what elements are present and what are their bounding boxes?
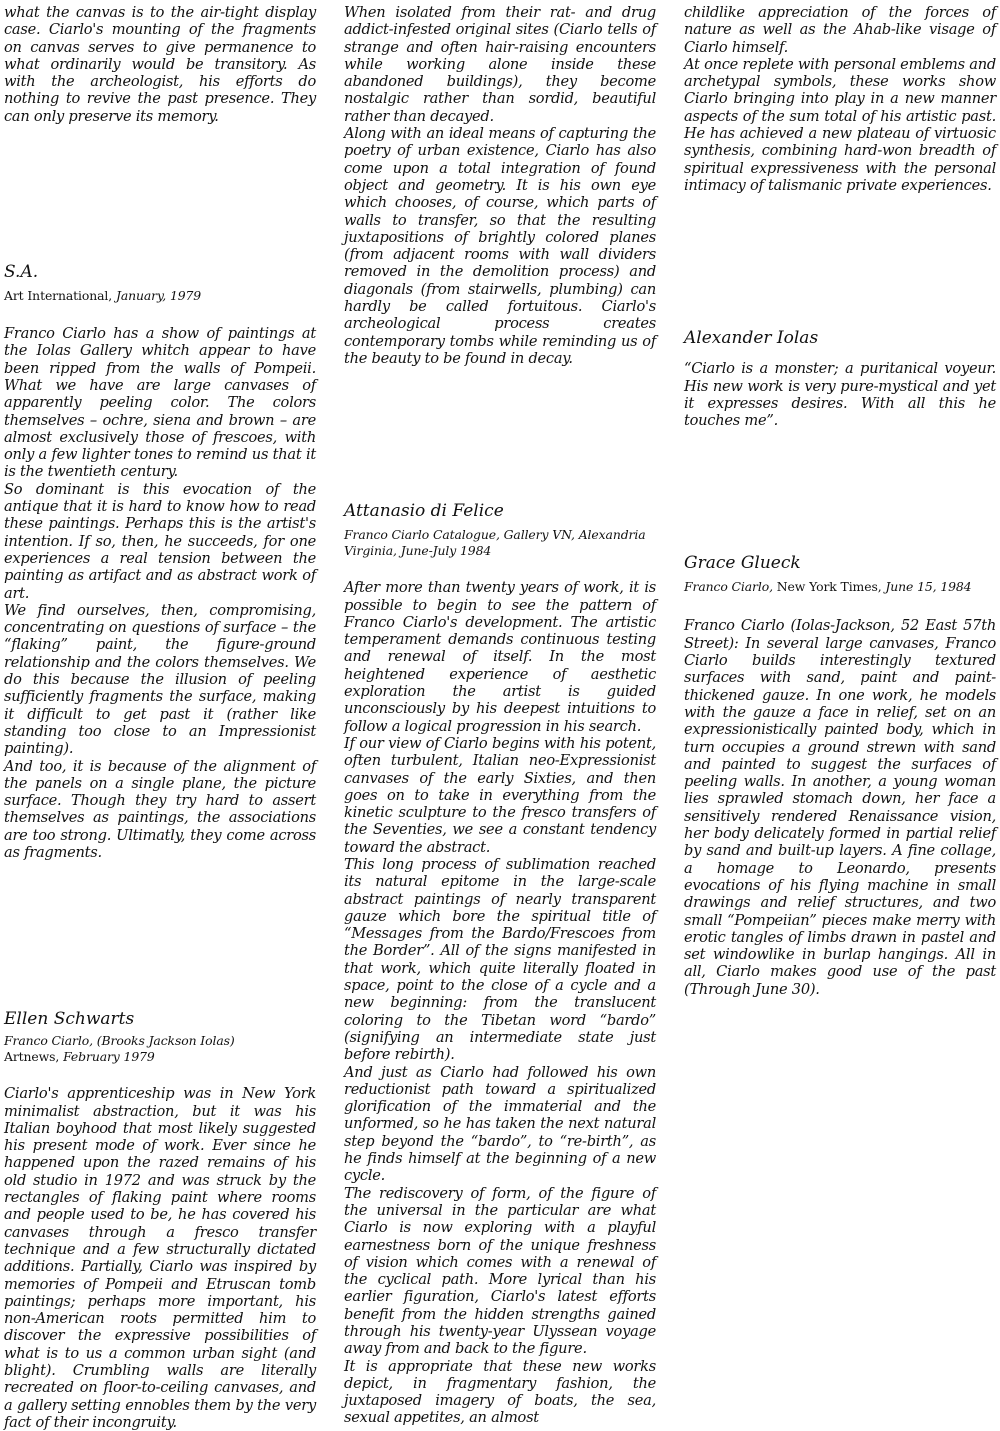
paragraph: It is appropriate that these new works depict, in fragmentary fashion, the juxtaposed imagery of boats, the sea, sexual appetites, an almost xyxy=(344,1357,656,1427)
source-publication: New York Times, xyxy=(776,579,886,595)
continued-text: childlike appreciation of the forces of nature as well as the Ahab-like visage of Ciarlo himself. xyxy=(684,4,996,56)
paragraph: After more than twenty years of work, it is possible to begin to see the pattern of Franco Ciarlo's development. The artistic temperament demands continuous testing and renewal of itself. In the most heightened experience of aesthetic exploration the artist is guided unconsciously by his deepest intuitions to follow a logical progression in his search. xyxy=(344,579,656,735)
review-source xyxy=(4,1033,316,1065)
review-ellen-schwarts xyxy=(4,1009,316,1431)
source-text: Franco Ciarlo Catalogue, Gallery VN, Alexandria Virginia, June-July 1984 xyxy=(344,527,646,559)
source-date: February 1979 xyxy=(63,1049,155,1065)
review-body xyxy=(4,325,316,861)
paragraph: We find ourselves, then, compromising, concentrating on questions of surface – the “flaking” paint, the figure-ground relationship and the colors themselves. We do this because the illusion of peeling sufficiently fragments the surface, making it difficult to get past it (rather like standing too close to an Impressionist painting). xyxy=(4,601,316,758)
review-author: S.A. xyxy=(4,262,39,283)
review-attanasio-di-felice xyxy=(344,501,656,1427)
review-alexander-iolas xyxy=(684,328,996,429)
paragraph: Ciarlo's apprenticeship was in New York minimalist abstraction, but it was his Italian boyhood that most likely suggested his present mode of work. Ever since he happened upon the razed remains of his old studio in 1972 and was struck by the rectangles of flaking paint where rooms and people used to be, he has covered his canvases through a fresco transfer technique and a few structurally dictated additions. Partially, Ciarlo was inspired by memories of Pompeii and Etruscan tomb paintings; perhaps more important, his non-American roots permitted him to discover the expressive possibilities of what is to us a common urban sight (and blight). Crumbling walls are literally recreated on floor-to-ceiling canvases, and a gallery setting ennobles them by the very fact of their incongruity. xyxy=(4,1085,316,1431)
source-title: Franco Ciarlo, (Brooks Jackson Iolas) xyxy=(4,1033,235,1049)
review-source xyxy=(684,579,996,595)
review-author: Alexander Iolas xyxy=(684,328,819,349)
review-source xyxy=(344,527,656,559)
source-title: Franco Ciarlo, xyxy=(684,579,777,595)
continued-text: what the canvas is to the air-tight display case. Ciarlo's mounting of the fragments on canvas serves to give permanence to what ordinarily would be transitory. As with the archeologist, his efforts do nothing to revive the past presence. They can only preserve its memory. xyxy=(4,4,316,125)
review-author: Grace Glueck xyxy=(684,553,801,574)
source-publication: Art International, xyxy=(4,288,116,304)
paragraph: So dominant is this evocation of the antique that it is hard to know how to read these paintings. Perhaps this is the artist's intention. If so, then, he succeeds, for one experiences a real tension between the painting as artifact and as abstract work of art. xyxy=(4,480,316,602)
review-source xyxy=(4,288,316,304)
source-date: January, 1979 xyxy=(115,288,202,304)
review-grace-glueck xyxy=(684,553,996,998)
quote: “Ciarlo is a monster; a puritanical voyeur. His new work is very pure-mystical and yet it expresses desires. With all this he touches me”. xyxy=(684,360,996,430)
paragraph: Franco Ciarlo has a show of paintings at the Iolas Gallery whitch appear to have been ripped from the walls of Pompeii. What we have are large canvases of apparently peeling color. The colors themselves – ochre, siena and brown – are almost exclusively those of frescoes, with only a few lighter tones to remind us that it is the twentieth century. xyxy=(4,325,316,481)
source-publication: Artnews, xyxy=(4,1049,64,1065)
continued-text: Along with an ideal means of capturing the poetry of urban existence, Ciarlo has also come upon a total integration of found object and geometry. It is his own eye which chooses, of course, which parts of walls to transfer, so that the resulting juxtapositions of brightly colored planes (from adjacent rooms with wall dividers removed in the demolition process) and diagonals (from stairwells, plumbing) can hardly be called fortuitous. Ciarlo's archeological process creates contemporary tombs while reminding us of the beauty to be found in decay. xyxy=(344,125,656,367)
review-sa xyxy=(4,262,316,861)
paragraph: And too, it is because of the alignment of the panels on a single plane, the picture surface. Though they try hard to assert themselves as paintings, the associations are too strong. Ultimatly, they come across as fragments. xyxy=(4,757,316,861)
review-author: Ellen Schwarts xyxy=(4,1009,135,1030)
paragraph: And just as Ciarlo had followed his own reductionist path toward a spiritualized glorification of the immaterial and the unformed, so he has taken the next natural step beyond the “bardo”, to “re-birth”, as he finds himself at the beginning of a new cycle. xyxy=(344,1063,656,1185)
paragraph: Franco Ciarlo (Iolas-Jackson, 52 East 57th Street): In several large canvases, Franco Ciarlo builds interestingly textured surfaces with sand, paint and paint-thickened gauze. In one work, he models with the gauze a face in relief, set on an expressionistically painted body, which in turn occupies a ground strewn with sand and painted to suggest the surfaces of peeling walls. In another, a young woman lies sprawled stomach down, her face a sensitively rendered Renaissance vision, her body delicately formed in partial relief by sand and built-up layers. A fine collage, a homage to Leonardo, presents evocations of his flying machine in small drawings and relief structures, and two small “Pompeiian” pieces make merry with erotic tangles of limbs drawn in pastel and set windowlike in burlap hangings. All in all, Ciarlo makes good use of the past (Through June 30). xyxy=(684,617,996,998)
column-3 xyxy=(684,4,996,1260)
paragraph: If our view of Ciarlo begins with his potent, often turbulent, Italian neo-Expressionist canvases of the early Sixties, and then goes on to take in everything from the kinetic sculpture to the fresco transfers of the Seventies, we see a constant tendency toward the abstract. xyxy=(344,734,656,856)
column-1 xyxy=(4,4,316,1431)
review-author: Attanasio di Felice xyxy=(344,501,504,522)
continued-text: At once replete with personal emblems and archetypal symbols, these works show Ciarlo bringing into play in a new manner aspects of the sum total of his artistic past. He has achieved a new plateau of virtuosic synthesis, combining hard-won breadth of spiritual expressiveness with the personal intimacy of talismanic private experiences. xyxy=(684,55,996,194)
review-body xyxy=(344,579,656,1427)
source-date: June 15, 1984 xyxy=(885,579,972,595)
column-2 xyxy=(344,4,656,1427)
paragraph: The rediscovery of form, of the figure of the universal in the particular are what Ciarlo is now exploring with a playful earnestness born of the unique freshness of vision which comes with a renewal of the cyclical path. More lyrical than his earlier figuration, Ciarlo's latest efforts benefit from the hidden strengths gained through his twenty-year Ulyssean voyage away from and back to the figure. xyxy=(344,1184,656,1358)
continued-text: When isolated from their rat- and drug addict-infested original sites (Ciarlo tells of strange and often hair-raising encounters while working alone inside these abandoned buildings), they become nostalgic rather than sordid, beautiful rather than decayed. xyxy=(344,4,656,125)
paragraph: This long process of sublimation reached its natural epitome in the large-scale abstract paintings of nearly transparent gauze which bore the spiritual title of “Messages from the Bardo/Frescoes from the Border”. All of the signs manifested in that work, which quite literally floated in space, point to the close of a cycle and a new beginning: from the translucent coloring to the Tibetan word “bardo” (signifying an intermediate state just before rebirth). xyxy=(344,855,656,1064)
